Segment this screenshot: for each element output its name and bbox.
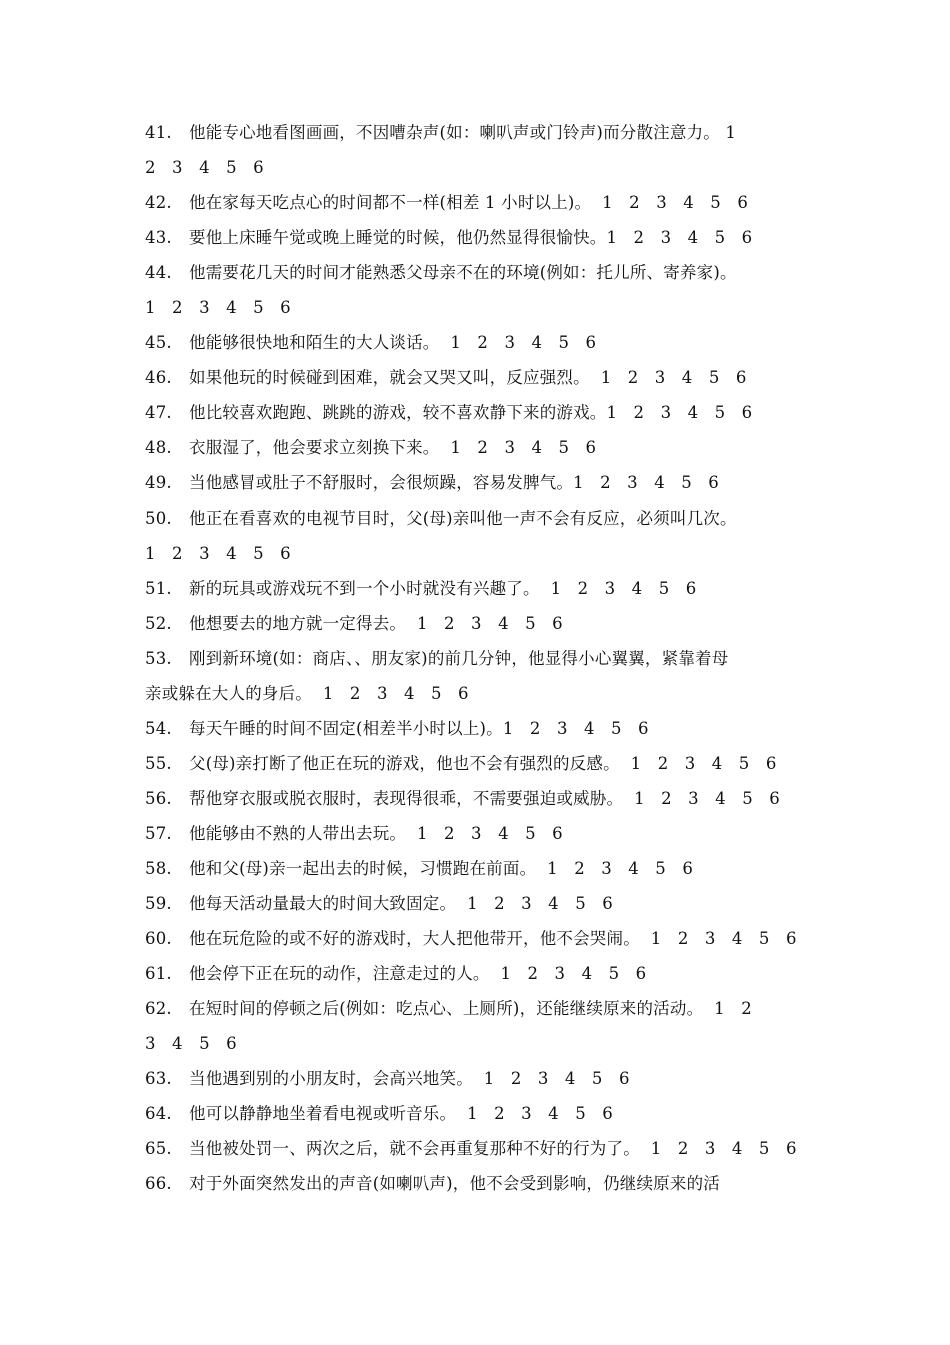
question-text: 1 2 3 4 5 6 <box>145 544 291 563</box>
question-item-63 <box>145 1068 630 1090</box>
question-text: 亲或躲在大人的身后。 1 2 3 4 5 6 <box>145 684 469 703</box>
question-text: 他在玩危险的或不好的游戏时，大人把他带开，他不会哭闹。 1 2 3 4 5 6 <box>189 929 797 948</box>
question-item-44 <box>145 262 737 284</box>
question-number: 41. <box>145 123 172 142</box>
question-text: 每天午睡的时间不固定(相差半小时以上)。1 2 3 4 5 6 <box>189 719 649 738</box>
question-item-55 <box>145 753 777 775</box>
question-text: 他可以静静地坐着看电视或听音乐。 1 2 3 4 5 6 <box>189 1104 613 1123</box>
question-item-45 <box>145 332 596 354</box>
question-item-59 <box>145 893 613 915</box>
question-text: 新的玩具或游戏玩不到一个小时就没有兴趣了。 1 2 3 4 5 6 <box>189 579 697 598</box>
question-number: 46. <box>145 368 172 387</box>
question-text: 对于外面突然发出的声音(如喇叭声)，他不会受到影响，仍继续原来的活 <box>189 1174 720 1193</box>
question-item-42 <box>145 192 748 214</box>
question-text: 1 2 3 4 5 6 <box>145 298 291 317</box>
question-item-47 <box>145 402 752 424</box>
question-number: 50. <box>145 509 172 528</box>
question-text: 父(母)亲打断了他正在玩的游戏，他也不会有强烈的反感。 1 2 3 4 5 6 <box>189 754 777 773</box>
question-item-48 <box>145 437 596 459</box>
question-number: 52. <box>145 614 172 633</box>
question-number: 45. <box>145 333 172 352</box>
question-number: 61. <box>145 964 172 983</box>
question-number: 48. <box>145 438 172 457</box>
question-number: 51. <box>145 579 172 598</box>
question-number: 54. <box>145 719 172 738</box>
question-number: 42. <box>145 193 172 212</box>
question-number: 49. <box>145 473 172 492</box>
question-text: 他和父(母)亲一起出去的时候，习惯跑在前面。 1 2 3 4 5 6 <box>189 859 694 878</box>
question-number: 43. <box>145 228 172 247</box>
question-text: 他能专心地看图画画，不因嘈杂声(如：喇叭声或门铃声)而分散注意力。 1 <box>189 123 737 142</box>
question-item-57 <box>145 823 563 845</box>
question-item-61 <box>145 963 646 985</box>
question-text: 他会停下正在玩的动作，注意走过的人。 1 2 3 4 5 6 <box>189 964 647 983</box>
question-item-46 <box>145 367 747 389</box>
question-text: 当他遇到别的小朋友时，会高兴地笑。 1 2 3 4 5 6 <box>189 1069 630 1088</box>
question-number: 59. <box>145 894 172 913</box>
question-text: 他想要去的地方就一定得去。 1 2 3 4 5 6 <box>189 614 563 633</box>
question-item-62 <box>145 998 752 1020</box>
question-text: 他能够由不熟的人带出去玩。 1 2 3 4 5 6 <box>189 824 563 843</box>
question-text: 他在家每天吃点心的时间都不一样(相差 1 小时以上)。 1 2 3 4 5 6 <box>189 193 749 212</box>
question-number: 62. <box>145 999 172 1018</box>
question-number: 60. <box>145 929 172 948</box>
question-text: 他需要花几天的时间才能熟悉父母亲不在的环境(例如：托儿所、寄养家)。 <box>189 263 737 282</box>
question-text: 3 4 5 6 <box>145 1034 237 1053</box>
question-text: 他能够很快地和陌生的大人谈话。 1 2 3 4 5 6 <box>189 333 597 352</box>
question-number: 53. <box>145 649 172 668</box>
question-text: 衣服湿了，他会要求立刻换下来。 1 2 3 4 5 6 <box>189 438 597 457</box>
question-item-56 <box>145 788 780 810</box>
question-text: 他每天活动量最大的时间大致固定。 1 2 3 4 5 6 <box>189 894 613 913</box>
question-number: 66. <box>145 1174 172 1193</box>
question-item-54 <box>145 718 649 740</box>
question-number: 64. <box>145 1104 172 1123</box>
question-item-65 <box>145 1138 797 1160</box>
question-item-64 <box>145 1103 613 1125</box>
question-item-43 <box>145 227 752 249</box>
question-continuation <box>145 1033 237 1055</box>
question-continuation <box>145 683 469 705</box>
question-item-58 <box>145 858 693 880</box>
question-number: 55. <box>145 754 172 773</box>
question-text: 在短时间的停顿之后(例如：吃点心、上厕所)，还能继续原来的活动。 1 2 <box>189 999 752 1018</box>
question-text: 他正在看喜欢的电视节目时，父(母)亲叫他一声不会有反应，必须叫几次。 <box>189 509 737 528</box>
question-item-66 <box>145 1173 720 1195</box>
question-item-50 <box>145 508 737 530</box>
question-number: 65. <box>145 1139 172 1158</box>
question-text: 当他感冒或肚子不舒服时，会很烦躁，容易发脾气。1 2 3 4 5 6 <box>189 473 719 492</box>
question-number: 44. <box>145 263 172 282</box>
question-number: 58. <box>145 859 172 878</box>
question-text: 当他被处罚一、两次之后，就不会再重复那种不好的行为了。 1 2 3 4 5 6 <box>189 1139 797 1158</box>
question-item-41 <box>145 122 736 144</box>
question-continuation <box>145 543 291 565</box>
question-item-49 <box>145 472 719 494</box>
question-text: 如果他玩的时候碰到困难，就会又哭又叫，反应强烈。 1 2 3 4 5 6 <box>189 368 747 387</box>
question-item-53 <box>145 648 728 670</box>
question-item-51 <box>145 578 696 600</box>
question-continuation <box>145 157 264 179</box>
question-text: 刚到新环境(如：商店、、朋友家)的前几分钟，他显得小心翼翼，紧靠着母 <box>189 649 729 668</box>
question-text: 他比较喜欢跑跑、跳跳的游戏，较不喜欢静下来的游戏。1 2 3 4 5 6 <box>189 403 753 422</box>
question-continuation <box>145 297 291 319</box>
question-number: 47. <box>145 403 172 422</box>
question-text: 要他上床睡午觉或晚上睡觉的时候，他仍然显得很愉快。1 2 3 4 5 6 <box>189 228 753 247</box>
question-number: 63. <box>145 1069 172 1088</box>
question-item-60 <box>145 928 797 950</box>
question-number: 56. <box>145 789 172 808</box>
question-text: 2 3 4 5 6 <box>145 158 264 177</box>
question-item-52 <box>145 613 563 635</box>
question-number: 57. <box>145 824 172 843</box>
question-text: 帮他穿衣服或脱衣服时，表现得很乖，不需要强迫或威胁。 1 2 3 4 5 6 <box>189 789 780 808</box>
